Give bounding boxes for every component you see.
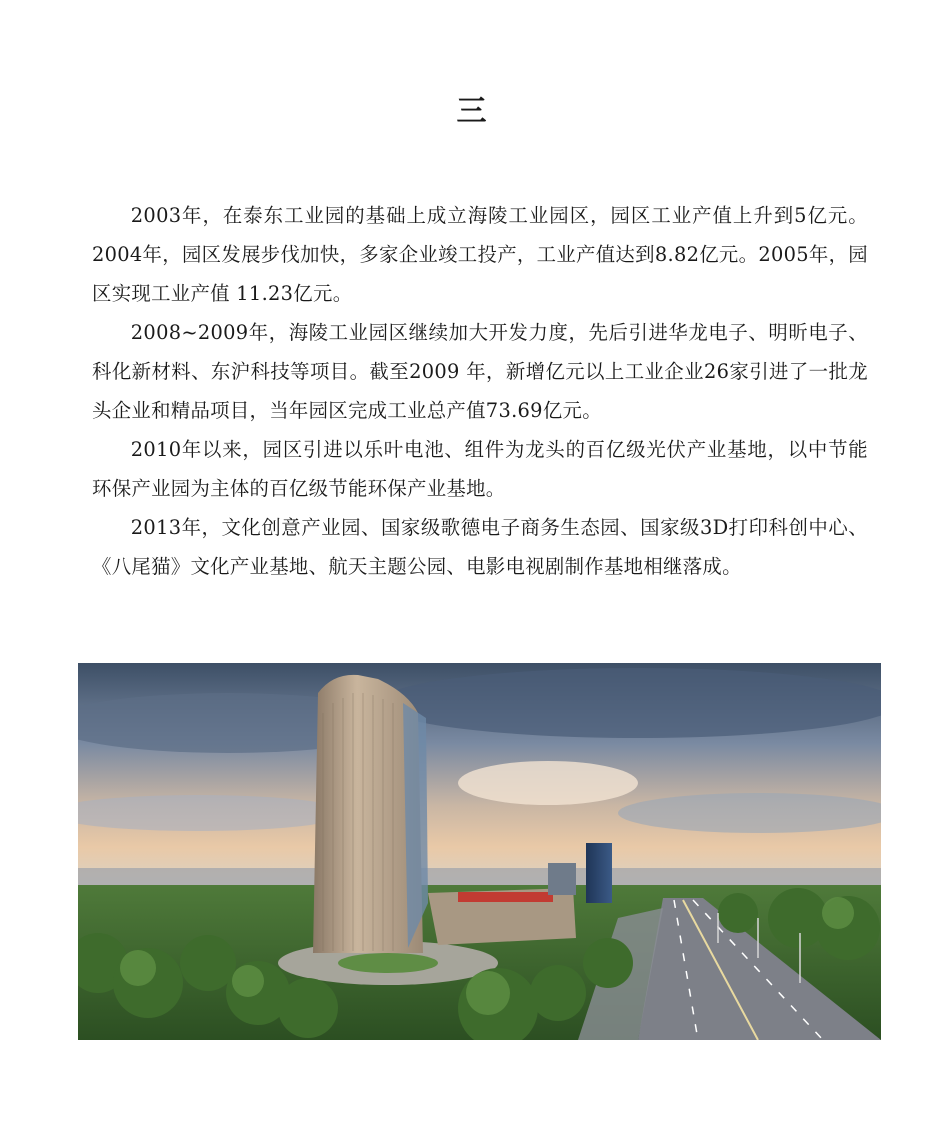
paragraph: 2003年，在泰东工业园的基础上成立海陵工业园区，园区工业产值上升到5亿元。2004年，园区发展步伐加快，多家企业竣工投产，工业产值达到8.82亿元。2005年，园区实现工业产值 11.23亿元。 (92, 204, 868, 305)
cloud (378, 668, 881, 738)
cloud (458, 761, 638, 805)
paragraph: 2008~2009年，海陵工业园区继续加大开发力度，先后引进华龙电子、明昕电子、科化新材料、东沪科技等项目。截至2009 年，新增亿元以上工业企业26家引进了一批龙头企业和精品项目，当年园区完成工业总产值73.69亿元。 (92, 321, 868, 422)
grey-tower (548, 863, 576, 895)
commercial-sign (458, 892, 553, 902)
glass-tower (586, 843, 612, 903)
paragraph: 2010年以来，园区引进以乐叶电池、组件为龙头的百亿级光伏产业基地，以中节能环保产业园为主体的百亿级节能环保产业基地。 (92, 438, 868, 500)
plaza-lawn (338, 953, 438, 973)
body-text (92, 196, 868, 586)
paragraph: 2013年，文化创意产业园、国家级歌德电子商务生态园、国家级3D打印科创中心、《八尾猫》文化产业基地、航天主题公园、电影电视剧制作基地相继落成。 (92, 516, 868, 578)
industrial-park-photo (78, 663, 881, 1040)
page-title: 三 (456, 94, 489, 129)
